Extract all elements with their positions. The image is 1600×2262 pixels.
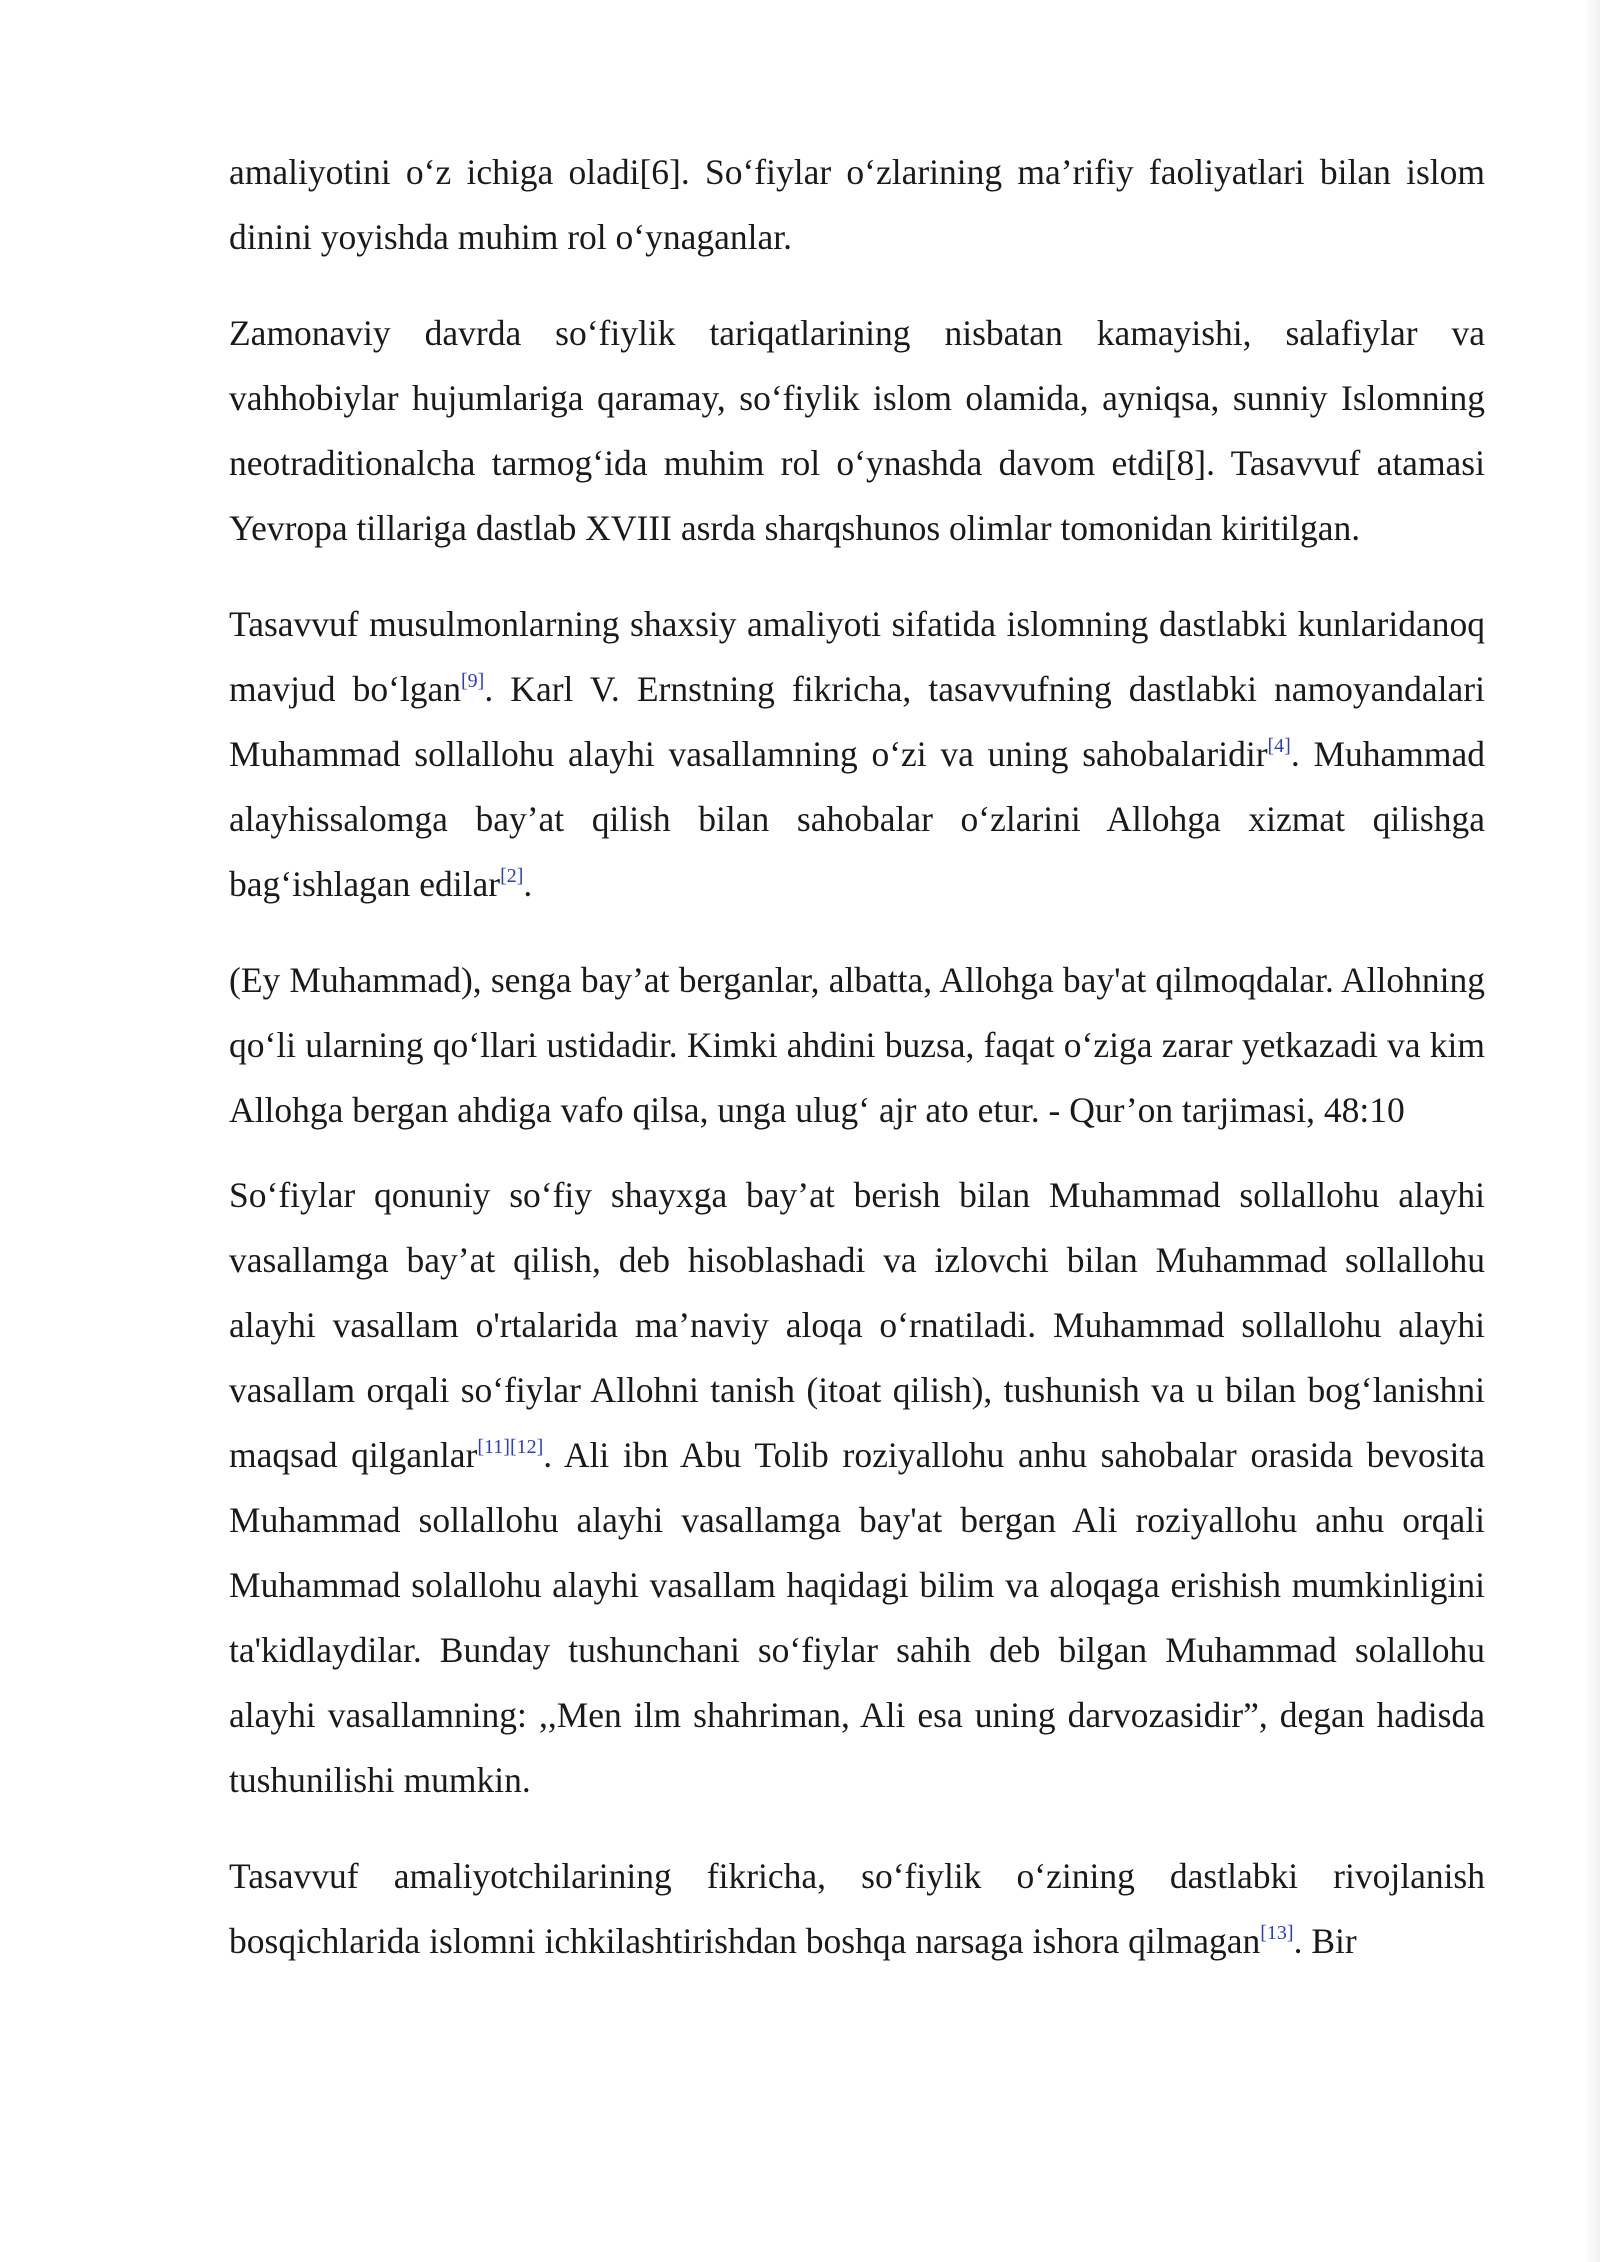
page-edge-shadow [1582, 0, 1600, 2262]
citation-link[interactable]: [9] [461, 670, 485, 692]
paragraph-text: amaliyotini o‘z ichiga oladi[6]. So‘fiylar o‘zlarining ma’rifiy faoliyatlari bilan islom dinini yoyishda muhim rol o‘ynaganlar. [229, 152, 1485, 257]
citation-link[interactable]: [2] [500, 865, 524, 887]
paragraph-text: . Karl V. Ernstning fikricha, tasavvufning dastlabki namoyandalari Muhammad sollallohu alayhi vasallamning o‘zi va uning sahobalaridir [229, 669, 1485, 774]
paragraph-text: Tasavvuf amaliyotchilarining fikricha, so‘fiylik o‘zining dastlabki rivojlanish bosqichlarida islomni ichkilashtirishdan boshqa narsaga ishora qilmagan [229, 1856, 1485, 1961]
citation-link[interactable]: [13] [1260, 1922, 1294, 1944]
citation-link[interactable]: [4] [1267, 735, 1291, 757]
paragraph-text: . [523, 864, 533, 904]
body-paragraph [229, 592, 1485, 917]
page-body [229, 140, 1485, 2005]
body-paragraph [229, 140, 1485, 270]
body-paragraph [229, 1844, 1485, 1974]
paragraph-text: (Ey Muhammad), senga bay’at berganlar, albatta, Allohga bay'at qilmoqdalar. Allohning qo‘li ularning qo‘llari ustidadir. Kimki ahdini buzsa, faqat o‘ziga zarar yetkazadi va kim Allohga bergan ahdiga vafo qilsa, unga ulug‘ ajr ato etur. - Qur’on tarjimasi, 48:10 [229, 960, 1485, 1130]
body-paragraph [229, 948, 1485, 1143]
paragraph-text: . Muhammad alayhissalomga bay’at qilish bilan sahobalar o‘zlarini Allohga xizmat qilishga bag‘ishlagan edilar [229, 734, 1485, 904]
body-paragraph [229, 301, 1485, 561]
citation-link[interactable]: [11][12] [477, 1436, 544, 1458]
paragraph-text: So‘fiylar qonuniy so‘fiy shayxga bay’at berish bilan Muhammad sollallohu alayhi vasallamga bay’at qilish, deb hisoblashadi va izlovchi bilan Muhammad sollallohu alayhi vasallam o'rtalarida ma’naviy aloqa o‘rnatiladi. Muhammad sollallohu alayhi vasallam orqali so‘fiylar Allohni tanish (itoat qilish), tushunish va u bilan bog‘lanishni maqsad qilganlar [229, 1175, 1485, 1475]
paragraph-text: . Bir [1293, 1921, 1357, 1961]
paragraph-text: . Ali ibn Abu Tolib roziyallohu anhu sahobalar orasida bevosita Muhammad sollallohu alayhi vasallamga bay'at bergan Ali roziyallohu anhu orqali Muhammad solallohu alayhi vasallam haqidagi bilim va aloqaga erishish mumkinligini ta'kidlaydilar. Bunday tushunchani so‘fiylar sahih deb bilgan Muhammad solallohu alayhi vasallamning: ,,Men ilm shahriman, Ali esa uning darvozasidir”, degan hadisda tushunilishi mumkin. [229, 1435, 1485, 1800]
paragraph-text: Tasavvuf musulmonlarning shaxsiy amaliyoti sifatida islomning dastlabki kunlaridanoq mavjud bo‘lgan [229, 604, 1485, 709]
paragraph-text: Zamonaviy davrda so‘fiylik tariqatlarining nisbatan kamayishi, salafiylar va vahhobiylar hujumlariga qaramay, so‘fiylik islom olamida, ayniqsa, sunniy Islomning neotraditionalcha tarmog‘ida muhim rol o‘ynashda davom etdi[8]. Tasavvuf atamasi Yevropa tillariga dastlab XVIII asrda sharqshunos olimlar tomonidan kiritilgan. [229, 313, 1485, 548]
body-paragraph [229, 1163, 1485, 1813]
